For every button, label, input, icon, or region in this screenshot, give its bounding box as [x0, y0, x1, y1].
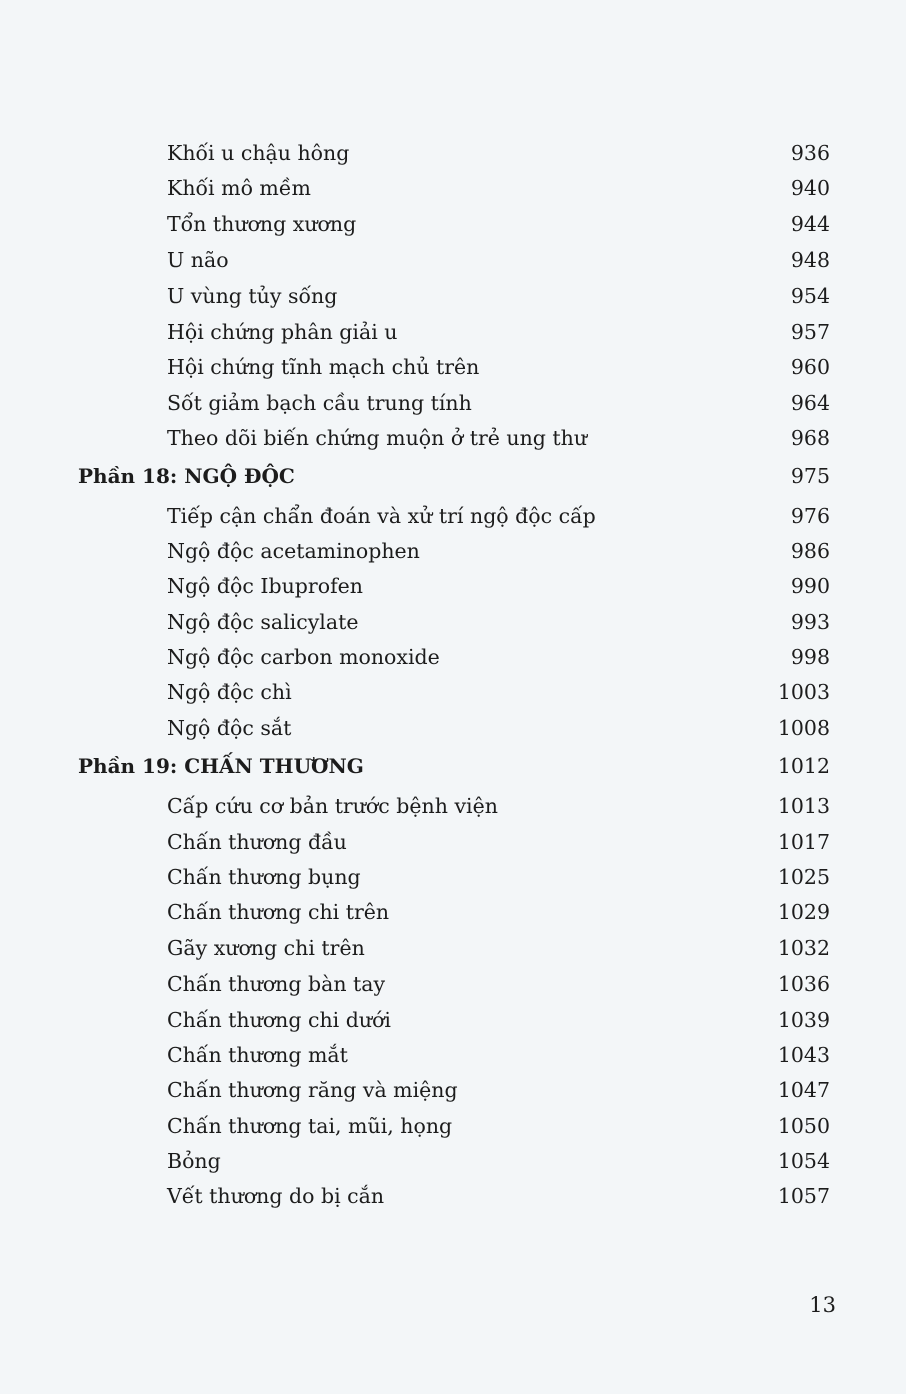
toc-section-heading — [0, 460, 906, 492]
entry-page-number: 976 — [790, 504, 830, 528]
toc-entry — [0, 676, 906, 708]
entry-title: Khối mô mềm — [167, 176, 311, 200]
entry-page-number: 936 — [790, 141, 830, 165]
entry-page-number: 1013 — [777, 794, 830, 818]
entry-title: Ngộ độc carbon monoxide — [167, 645, 440, 669]
entry-page-number: 1039 — [777, 1008, 830, 1032]
section-title: Phần 19: CHẤN THƯƠNG — [78, 754, 364, 778]
entry-page-number: 1008 — [777, 716, 830, 740]
entry-page-number: 1057 — [777, 1184, 830, 1208]
toc-entry — [0, 1145, 906, 1177]
toc-entry — [0, 570, 906, 602]
entry-title: Tổn thương xương — [167, 212, 357, 236]
toc-entry — [0, 968, 906, 1000]
entry-page-number: 1012 — [777, 754, 830, 778]
entry-title: Hội chứng phân giải u — [167, 320, 398, 344]
entry-title: Chấn thương răng và miệng — [167, 1078, 458, 1102]
entry-title: Ngộ độc salicylate — [167, 610, 359, 634]
toc-entry — [0, 1180, 906, 1212]
toc-entry — [0, 351, 906, 383]
toc-entry — [0, 641, 906, 673]
toc-entry — [0, 172, 906, 204]
entry-page-number: 986 — [790, 539, 830, 563]
toc-entry — [0, 316, 906, 348]
entry-page-number: 998 — [790, 645, 830, 669]
entry-title: Vết thương do bị cắn — [167, 1184, 385, 1208]
entry-title: Hội chứng tĩnh mạch chủ trên — [167, 355, 480, 379]
toc-section-heading — [0, 750, 906, 782]
toc-entry — [0, 896, 906, 928]
toc-entry — [0, 1074, 906, 1106]
entry-page-number: 1025 — [777, 865, 830, 889]
entry-title: Ngộ độc sắt — [167, 716, 292, 740]
entry-page-number: 948 — [790, 248, 830, 272]
entry-title: Khối u chậu hông — [167, 141, 350, 165]
entry-title: U não — [167, 248, 229, 272]
entry-page-number: 1032 — [777, 936, 830, 960]
entry-page-number: 954 — [790, 284, 830, 308]
entry-page-number: 1047 — [777, 1078, 830, 1102]
entry-title: Chấn thương mắt — [167, 1043, 348, 1067]
entry-title: U vùng tủy sống — [167, 284, 338, 308]
entry-page-number: 964 — [790, 391, 830, 415]
entry-page-number: 1029 — [777, 900, 830, 924]
entry-title: Ngộ độc chì — [167, 680, 292, 704]
entry-title: Ngộ độc Ibuprofen — [167, 574, 363, 598]
entry-page-number: 993 — [790, 610, 830, 634]
toc-entry — [0, 932, 906, 964]
entry-page-number: 975 — [790, 464, 830, 488]
entry-title: Theo dõi biến chứng muộn ở trẻ ung thư — [167, 426, 588, 450]
toc-entry — [0, 1110, 906, 1142]
entry-title: Chấn thương chi trên — [167, 900, 390, 924]
entry-title: Chấn thương tai, mũi, họng — [167, 1114, 453, 1138]
entry-title: Ngộ độc acetaminophen — [167, 539, 420, 563]
entry-page-number: 960 — [790, 355, 830, 379]
entry-page-number: 1050 — [777, 1114, 830, 1138]
toc-entry — [0, 500, 906, 532]
toc-entry — [0, 387, 906, 419]
entry-title: Chấn thương bàn tay — [167, 972, 386, 996]
toc-entry — [0, 606, 906, 638]
entry-page-number: 957 — [790, 320, 830, 344]
entry-page-number: 1017 — [777, 830, 830, 854]
entry-page-number: 1054 — [777, 1149, 830, 1173]
entry-title: Tiếp cận chẩn đoán và xử trí ngộ độc cấp — [167, 504, 596, 528]
entry-title: Chấn thương chi dưới — [167, 1008, 391, 1032]
entry-page-number: 968 — [790, 426, 830, 450]
entry-title: Bỏng — [167, 1149, 221, 1173]
toc-entry — [0, 208, 906, 240]
toc-entry — [0, 280, 906, 312]
toc-entry — [0, 137, 906, 169]
toc-entry — [0, 712, 906, 744]
entry-page-number: 944 — [790, 212, 830, 236]
toc-entry — [0, 535, 906, 567]
section-title: Phần 18: NGỘ ĐỘC — [78, 464, 295, 488]
toc-entry — [0, 861, 906, 893]
entry-title: Sốt giảm bạch cầu trung tính — [167, 391, 472, 415]
toc-entry — [0, 1004, 906, 1036]
entry-page-number: 1036 — [777, 972, 830, 996]
entry-page-number: 1003 — [777, 680, 830, 704]
entry-page-number: 990 — [790, 574, 830, 598]
entry-title: Chấn thương bụng — [167, 865, 361, 889]
toc-entry — [0, 790, 906, 822]
entry-title: Cấp cứu cơ bản trước bệnh viện — [167, 794, 498, 818]
entry-page-number: 1043 — [777, 1043, 830, 1067]
toc-entry — [0, 1039, 906, 1071]
page-number: 13 — [809, 1293, 836, 1317]
toc-entry — [0, 826, 906, 858]
toc-entry — [0, 422, 906, 454]
entry-page-number: 940 — [790, 176, 830, 200]
entry-title: Chấn thương đầu — [167, 830, 347, 854]
entry-title: Gãy xương chi trên — [167, 936, 365, 960]
toc-entry — [0, 244, 906, 276]
